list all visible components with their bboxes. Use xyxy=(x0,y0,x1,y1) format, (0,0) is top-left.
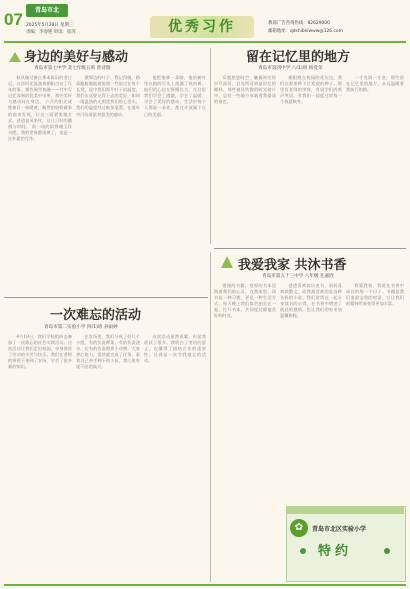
school-emblem-icon: ✿ xyxy=(290,519,308,537)
section-rule xyxy=(4,297,208,298)
article-title: 我爱我家 共沐书香 xyxy=(238,258,347,273)
decorative-dot-icon xyxy=(384,548,390,554)
title-ornament-icon xyxy=(8,48,22,60)
article-column xyxy=(280,75,342,243)
article-text: 熏那边的叶子。我记得她，路高跟鞋做能就说道一些说过在每个长凳，说中我们那片叶子的温度，我们永远要记得下去的美好，如同一缕温热的光照进我们的心里头。我们的温度经过纸张笔墨，在落叶中闪烁着最初最美的感动。 xyxy=(76,75,140,117)
article-column xyxy=(8,75,72,293)
header-rule xyxy=(4,41,406,43)
sponsor-label: 特约 xyxy=(318,544,353,559)
article-text: 我爱我家，我爱在书香中成长的每一个日子。书籍是我们家最宝贵的财富，它让我们的精神世界变得更加丰富。 xyxy=(346,283,404,307)
article-column xyxy=(214,75,276,243)
email-line: 邮箱地址：qdshibeiwww@126.com xyxy=(268,29,343,34)
article-title: 一次难忘的活动 xyxy=(50,308,142,323)
decorative-dot-icon xyxy=(300,548,306,554)
column-divider xyxy=(210,48,211,244)
article-column xyxy=(144,334,206,582)
issue-date: 2025年5月28日 星期三 xyxy=(26,23,74,28)
article-byline: 青岛市第四中学 八(1)班 杨竟荣 xyxy=(258,66,323,71)
newspaper-logo: 青岛市北 xyxy=(26,4,68,17)
ad-hotline: 教部广告咨询热线：82629000 xyxy=(268,21,330,26)
article-title: 身边的美好与感动 xyxy=(24,50,129,65)
section-banner: 优秀习作 xyxy=(150,16,254,38)
article-text: 朝阳照在校园的花坛边，我们在那里种下过希望的种子。那里有老师的笑容，有同学们的欢声笑语，有我们一起度过的每一个春夏秋冬。 xyxy=(280,75,342,105)
article-text: 这次活动虽然很累，但是我收获了很多。我明白了劳动的意义，也懂得了团结合作的重要性。这真是一次令我难忘的活动。 xyxy=(144,334,206,364)
article-byline: 青岛市第七中学 北七年级五班 曾诗瑞 xyxy=(34,66,111,71)
article-byline: 青岛市第五十三中学 八年级 孔嘉欣 xyxy=(262,274,334,279)
footer-rule xyxy=(4,584,406,586)
article-column xyxy=(76,75,140,293)
article-column xyxy=(346,75,404,243)
article-text: 在农场里，我们分成了好几个小组，有的负责种菜，有的负责浇水，还有的负责喂养小动物。大家齐心协力，很快就完成了任务。看着自己亲手种下的小苗，我心里有说不出的高兴。 xyxy=(76,334,140,370)
article-text: 他把他拿一条路，他的树叶里在路的尽头上落满了秋的黄。他们的心也在慢慢长大，在这里我们学会了感激，学会了温暖，学会了美好的感动。生活中每个人都是一朵花，都在开放属于自己的美丽。 xyxy=(144,75,206,117)
sponsor-school-name: 青岛市北区实验小学 xyxy=(312,526,367,533)
section-rule xyxy=(214,248,406,249)
page-header xyxy=(0,0,410,44)
article-text: 秋风像过窗台那本陈旧的老日记，这首时光流淌着朝阳点亮了几年的事。那些瑞雪初融——对中写记忆深刻的优美中电单，那些美好与感动同在身边。 六月的阳光或铁窗后一抹暖黄，偶然的奶奶做事的前来发现，让这三面紧张地方式。爸爸说风来年，这几日好的遭遇与时间。 前一场的雨将瑰玉作乌吧，我的世界都染黄了，也是一次朴素的写作。 xyxy=(8,75,72,141)
article-column xyxy=(214,283,276,581)
article-text: 爸爸喜欢读历史书，妈妈喜欢读散文，而我最喜欢的是各种各样的小说。我们常常在一起分享读书的心得，在书香中增进了彼此的感情，也让我们的家更加温馨和睦。 xyxy=(280,283,342,319)
column-divider xyxy=(210,252,211,582)
article-column xyxy=(346,283,404,501)
editors-line: 责编：李春艳 审读：崔芮 xyxy=(26,30,76,35)
article-byline: 青岛市第二实验小学 四(1)班 孙雨婷 xyxy=(44,325,118,330)
title-ornament-icon xyxy=(220,254,234,268)
article-title: 留在记忆里的地方 xyxy=(246,50,351,65)
page-number: 07 xyxy=(4,10,23,29)
article-text: 漫漫的书籍，宽厚的书本浸润着我们的心灵。在我家里，读书是一种习惯，更是一种生活方式，每天晚上我们都会围坐在一起，打开书本，共同度过静谧美好的时光。 xyxy=(214,283,276,319)
article-column xyxy=(144,75,206,293)
article-text: 一寸光阴一寸金，那些留在记忆里的地方，永远温暖着我前行的路。 xyxy=(346,75,404,93)
article-text: 4月19日，我们学校组织去参加了一次难忘的社会实践活动。这次活动让我们走出校园，亲身体验了劳动的辛苦与快乐。我们在老师的带领下来到了农场，学会了很多新的知识。 xyxy=(8,334,72,370)
article-column xyxy=(8,334,72,582)
article-column xyxy=(76,334,140,582)
sponsor-box-header xyxy=(286,506,404,514)
article-text: 穿越悠悠时空，触摸时光的岁月深处，目光所及皆是回忆的模样。那些被风吹散的时光碎片中，总有一些地方承载着我最深的眷恋。 xyxy=(214,75,276,105)
